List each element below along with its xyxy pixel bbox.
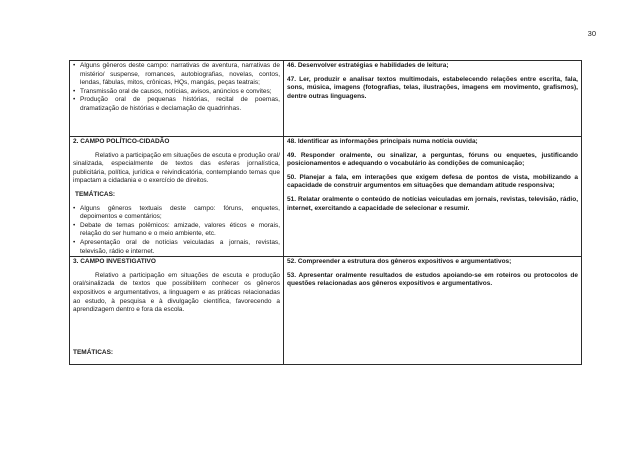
list-item: • Alguns gêneros textuais deste campo: fóruns, enquetes, depoimentos e comentários; — [73, 204, 280, 221]
curriculum-table — [69, 60, 582, 365]
list-item: • Transmissão oral de causos, notícias, avisos, anúncios e convites; — [73, 87, 272, 95]
row1-left-cell — [70, 61, 284, 137]
objective-49: 49. Responder oralmente, ou sinalizar, a perguntas, fóruns ou enquetes, justificando posicionamentos e adequando o vocabulário às condições de comunicação; — [287, 151, 578, 168]
row3-left-cell — [70, 257, 284, 365]
bullet-icon: • — [73, 204, 76, 212]
table-row — [70, 61, 582, 137]
bullet-icon: • — [73, 238, 76, 246]
section-description: Relativo a participação em situações de escuta e produção oral/sinalizada de textos que possibilitem conhecer os gêneros expositivos e argumentativos, a linguagem e as práticas relacionadas ao estudo, à pesquisa e à divulgação científica, favorecendo a aprendizagem dentro e fora da escola. — [73, 271, 280, 314]
objective-46: 46. Desenvolver estratégias e habilidades de leitura; — [287, 62, 449, 69]
bullet-icon: • — [73, 96, 76, 104]
objective-47: 47. Ler, produzir e analisar textos multimodais, estabelecendo relações entre escrita, fala, sons, música, imagens (fotografias, telas, ilustrações, imagens em movimento, grafismos), dentre outras linguagens. — [287, 75, 578, 100]
tematicas-label: TEMÁTICAS: — [75, 190, 116, 198]
bullet-icon: • — [73, 221, 76, 229]
bullet-icon: • — [73, 62, 76, 69]
list-item: • Apresentação oral de notícias veiculadas a jornais, revistas, televisão, rádio e internet. — [73, 238, 280, 255]
objective-52: 52. Compreender a estrutura dos gêneros expositivos e argumentativos; — [287, 258, 512, 266]
objective-51: 51. Relatar oralmente o conteúdo de notícias veiculadas em jornais, revistas, televisão, rádio, internet, exercitando a capacidade de selecionar e resumir. — [287, 195, 578, 212]
row2-right-cell — [284, 137, 582, 257]
table-row — [70, 257, 582, 365]
section-heading: 3. CAMPO INVESTIGATIVO — [73, 258, 156, 266]
row2-left-cell — [70, 137, 284, 257]
row1-right-cell — [284, 61, 582, 137]
list-item: • Produção oral de pequenas histórias, recital de poemas, dramatização de histórias e declamação de quadrinhas. — [73, 96, 280, 112]
section-description: Relativo a participação em situações de escuta e produção oral/ sinalizada, especialmente de textos das esferas jornalística, publicitária, política, jurídica e reivindicatória, contemplando temas que impactam a cidadania e o exercício de direitos. — [73, 151, 280, 185]
objective-48: 48. Identificar as informações principais numa notícia ouvida; — [287, 138, 478, 145]
table-row — [70, 137, 582, 257]
list-item: • Alguns gêneros deste campo: narrativas de aventura, narrativas de mistério/ suspense, romances, autobiografias, novelas, contos, lendas, fábulas, mitos, crônicas, HQs, mangás, peças teatrais; — [73, 62, 280, 87]
objective-53: 53. Apresentar oralmente resultados de estudos apoiando-se em roteiros ou protocolos de questões relacionadas aos gêneros expositivos e argumentativos. — [287, 271, 578, 288]
section-heading: 2. CAMPO POLÍTICO-CIDADÃO — [73, 138, 170, 145]
tematicas-label: TEMÁTICAS: — [73, 348, 114, 356]
objective-50: 50. Planejar a fala, em interações que exigem defesa de pontos de vista, mobilizando a capacidade de construir argumentos em situações que demandam atitude responsiva; — [287, 173, 578, 190]
row3-right-cell — [284, 257, 582, 365]
list-item: • Debate de temas polêmicos: amizade, valores éticos e morais, relação do ser humano e o meio ambiente, etc. — [73, 221, 280, 238]
page-number: 30 — [587, 29, 596, 38]
bullet-icon: • — [73, 87, 76, 95]
